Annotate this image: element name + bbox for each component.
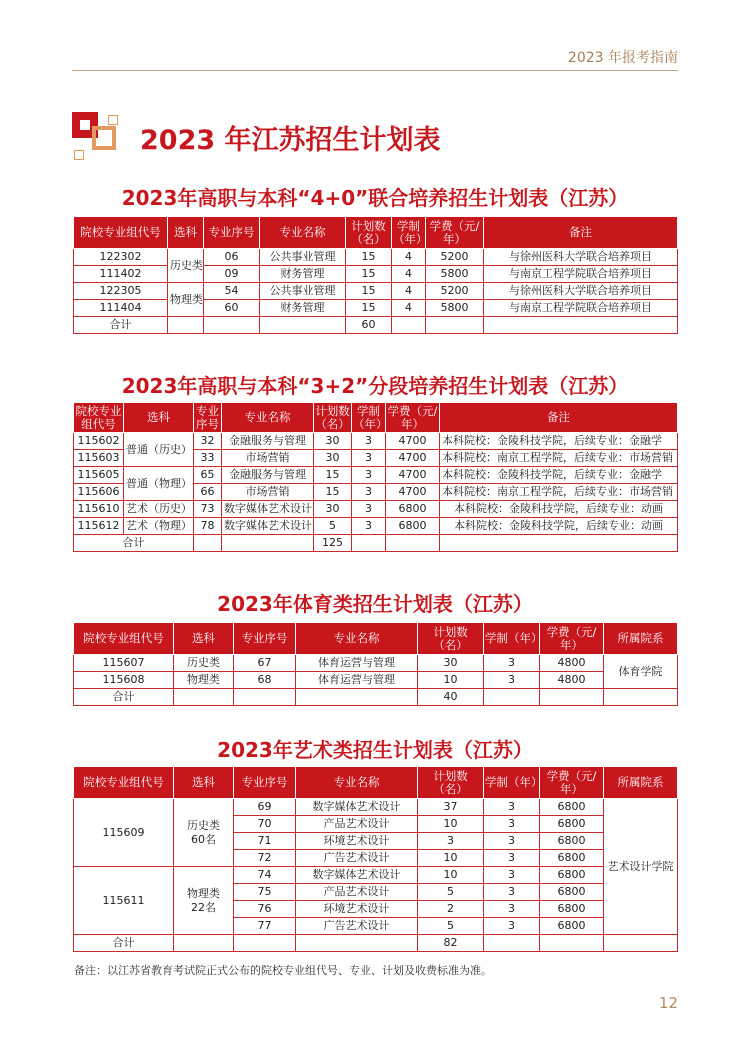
cell-fee: 4800: [540, 672, 604, 689]
cell-years: 3: [352, 433, 386, 450]
col-header: 学费（元/年）: [540, 623, 604, 655]
cell-plan: 15: [346, 300, 392, 317]
total-label: 合计: [74, 317, 168, 334]
cell-no: 66: [194, 484, 222, 501]
cell-years: 4: [392, 249, 426, 266]
cell-code: 115608: [74, 672, 174, 689]
cell-fee: 6800: [540, 850, 604, 867]
cell-plan: 15: [346, 249, 392, 266]
table-art: [73, 766, 678, 952]
cell-fee: 5800: [426, 300, 484, 317]
cell-no: 75: [234, 884, 296, 901]
cell-code: 122302: [74, 249, 168, 266]
col-header: 备注: [484, 217, 678, 249]
cell-name: 广告艺术设计: [296, 918, 418, 935]
total-row: [74, 317, 678, 334]
table4-title: 2023年艺术类招生计划表（江苏）: [217, 738, 533, 762]
table-row: [74, 283, 678, 300]
table-row: [74, 249, 678, 266]
cell-code: 115611: [74, 867, 174, 935]
cell-remark: 本科院校：南京工程学院，后续专业：市场营销: [440, 450, 678, 467]
col-header: 学费（元/年）: [426, 217, 484, 249]
col-header: 院校专业组代号: [75, 403, 122, 431]
cell-no: 69: [234, 799, 296, 816]
cell-remark: 本科院校：金陵科技学院，后续专业：动画: [440, 518, 678, 535]
col-header: 学费（元/年）: [540, 767, 604, 799]
col-header: 专业序号: [234, 623, 296, 655]
col-header: 选科: [168, 217, 204, 249]
cell-plan: 15: [314, 484, 352, 501]
table-3plus2: [73, 402, 678, 552]
cell-plan: 30: [314, 450, 352, 467]
total-value: 40: [418, 689, 484, 706]
cell-no: 06: [204, 249, 260, 266]
col-header: 计划数（名）: [418, 623, 484, 655]
cell-no: 73: [194, 501, 222, 518]
cell-dept: 体育学院: [604, 655, 678, 689]
cell-years: 3: [484, 799, 540, 816]
cell-plan: 10: [418, 850, 484, 867]
cell-plan: 10: [418, 672, 484, 689]
cell-subject: 普通（物理）: [124, 467, 194, 501]
cell-name: 环境艺术设计: [296, 833, 418, 850]
col-header: 计划数（名）: [315, 403, 350, 431]
cell-plan: 10: [418, 867, 484, 884]
subject-count: 22名: [191, 900, 216, 914]
cell-code: 115603: [74, 450, 124, 467]
cell-no: 78: [194, 518, 222, 535]
cell-remark: 本科院校：金陵科技学院，后续专业：金融学: [440, 467, 678, 484]
cell-name: 广告艺术设计: [296, 850, 418, 867]
cell-years: 3: [352, 501, 386, 518]
col-header: 计划数（名）: [418, 767, 484, 799]
cell-name: 财务管理: [260, 266, 346, 283]
table-row: [74, 799, 678, 816]
table3-title: 2023年体育类招生计划表（江苏）: [217, 592, 533, 616]
cell-years: 3: [352, 518, 386, 535]
cell-name: 数字媒体艺术设计: [222, 501, 314, 518]
col-header: 选科: [174, 623, 234, 655]
col-header: 专业名称: [296, 767, 418, 799]
footnote: 备注：以江苏省教育考试院正式公布的院校专业组代号、专业、计划及收费标准为准。: [74, 964, 492, 977]
cell-name: 环境艺术设计: [296, 901, 418, 918]
cell-subject: 艺术（物理）: [124, 518, 194, 535]
cell-no: 76: [234, 901, 296, 918]
cell-plan: 30: [314, 501, 352, 518]
col-header: 所属院系: [604, 623, 678, 655]
cell-plan: 15: [314, 467, 352, 484]
cell-fee: 4700: [386, 433, 440, 450]
table-header-row: [74, 623, 678, 655]
cell-fee: 4800: [540, 655, 604, 672]
cell-plan: 15: [346, 283, 392, 300]
cell-remark: 本科院校：金陵科技学院，后续专业：金融学: [440, 433, 678, 450]
cell-fee: 6800: [386, 518, 440, 535]
cell-no: 33: [194, 450, 222, 467]
table2-title: 2023年高职与本科“3+2”分段培养招生计划表（江苏）: [121, 374, 629, 398]
cell-name: 市场营销: [222, 484, 314, 501]
cell-no: 74: [234, 867, 296, 884]
total-label: 合计: [74, 935, 174, 952]
cell-code: 111404: [74, 300, 168, 317]
cell-no: 67: [234, 655, 296, 672]
cell-fee: 5200: [426, 249, 484, 266]
cell-name: 市场营销: [222, 450, 314, 467]
cell-name: 数字媒体艺术设计: [222, 518, 314, 535]
cell-years: 3: [484, 867, 540, 884]
table-header-row: [74, 767, 678, 799]
cell-subject: 艺术（历史）: [124, 501, 194, 518]
page-title: 2023 年江苏招生计划表: [140, 125, 441, 156]
cell-years: 3: [484, 901, 540, 918]
col-header: 院校专业组代号: [74, 767, 174, 799]
col-header: 专业名称: [260, 217, 346, 249]
cell-fee: 6800: [540, 833, 604, 850]
cell-code: 115605: [74, 467, 124, 484]
cell-fee: 6800: [540, 884, 604, 901]
cell-name: 体育运营与管理: [296, 655, 418, 672]
col-header: 学制（年）: [484, 623, 540, 655]
col-header: 专业序号: [234, 767, 296, 799]
cell-remark: 与南京工程学院联合培养项目: [484, 300, 678, 317]
cell-subject: 物理类: [174, 672, 234, 689]
cell-code: 115606: [74, 484, 124, 501]
cell-years: 4: [392, 283, 426, 300]
page-number: 12: [658, 994, 678, 1012]
cell-years: 3: [484, 918, 540, 935]
cell-plan: 30: [314, 433, 352, 450]
cell-subject: [174, 799, 234, 867]
cell-years: 3: [352, 484, 386, 501]
cell-no: 65: [194, 467, 222, 484]
col-header: 选科: [174, 767, 234, 799]
cell-name: 产品艺术设计: [296, 884, 418, 901]
cell-plan: 10: [418, 816, 484, 833]
cell-plan: 5: [418, 918, 484, 935]
cell-code: 111402: [74, 266, 168, 283]
col-header: 院校专业组代号: [74, 623, 174, 655]
cell-fee: 6800: [386, 501, 440, 518]
cell-fee: 6800: [540, 901, 604, 918]
table-row: [74, 266, 678, 283]
cell-subject: 历史类: [174, 655, 234, 672]
table-4plus0: [73, 216, 678, 334]
cell-plan: 5: [418, 884, 484, 901]
table-row: [74, 672, 678, 689]
cell-years: 3: [352, 450, 386, 467]
cell-remark: 与徐州医科大学联合培养项目: [484, 283, 678, 300]
cell-fee: 6800: [540, 816, 604, 833]
cell-code: 115609: [74, 799, 174, 867]
col-header: 学制（年）: [484, 767, 540, 799]
cell-plan: 15: [346, 266, 392, 283]
total-row: [74, 935, 678, 952]
cell-code: 115610: [74, 501, 124, 518]
cell-no: 60: [204, 300, 260, 317]
cell-years: 3: [484, 833, 540, 850]
cell-subject: 普通（历史）: [124, 433, 194, 467]
cell-name: 金融服务与管理: [222, 433, 314, 450]
col-header: 专业序号: [194, 403, 222, 433]
header-title: 2023 年报考指南: [567, 50, 678, 66]
cell-name: 财务管理: [260, 300, 346, 317]
cell-name: 产品艺术设计: [296, 816, 418, 833]
table-row: [74, 655, 678, 672]
total-row: [74, 689, 678, 706]
table-row: [74, 433, 678, 450]
cell-code: 122305: [74, 283, 168, 300]
cell-no: 32: [194, 433, 222, 450]
cell-fee: 4700: [386, 484, 440, 501]
cell-years: 3: [484, 884, 540, 901]
total-value: 82: [418, 935, 484, 952]
col-header: 学制（年）: [392, 217, 426, 249]
cell-plan: 3: [418, 833, 484, 850]
cell-name: 公共事业管理: [260, 283, 346, 300]
cell-years: 4: [392, 266, 426, 283]
cell-remark: 与徐州医科大学联合培养项目: [484, 249, 678, 266]
table-sports: [73, 622, 678, 706]
cell-fee: 5800: [426, 266, 484, 283]
cell-code: 115612: [74, 518, 124, 535]
col-header: 计划数（名）: [346, 217, 392, 249]
cell-years: 3: [484, 850, 540, 867]
cell-subject: 历史类: [168, 249, 204, 283]
cell-remark: 本科院校：金陵科技学院，后续专业：动画: [440, 501, 678, 518]
table-header-row: [74, 217, 678, 249]
total-label: 合计: [74, 689, 174, 706]
total-value: 60: [346, 317, 392, 334]
subject-name: 历史类: [187, 818, 220, 832]
cell-no: 71: [234, 833, 296, 850]
cell-fee: 5200: [426, 283, 484, 300]
cell-fee: 6800: [540, 918, 604, 935]
cell-subject: [174, 867, 234, 935]
cell-fee: 4700: [386, 450, 440, 467]
col-header: 学制（年）: [353, 403, 388, 431]
cell-years: 4: [392, 300, 426, 317]
cell-fee: 6800: [540, 867, 604, 884]
cell-subject: 物理类: [168, 283, 204, 317]
total-value: 125: [314, 535, 352, 552]
cell-fee: 6800: [540, 799, 604, 816]
cell-plan: 2: [418, 901, 484, 918]
subject-count: 60名: [191, 832, 216, 846]
cell-plan: 30: [418, 655, 484, 672]
title-decoration: [70, 112, 122, 162]
cell-years: 3: [484, 655, 540, 672]
cell-years: 3: [484, 672, 540, 689]
cell-name: 数字媒体艺术设计: [296, 799, 418, 816]
cell-plan: 37: [418, 799, 484, 816]
table-row: [74, 518, 678, 535]
cell-years: 3: [484, 816, 540, 833]
cell-no: 72: [234, 850, 296, 867]
col-header: 院校专业组代号: [74, 217, 168, 249]
cell-no: 77: [234, 918, 296, 935]
subject-name: 物理类: [187, 886, 220, 900]
cell-no: 09: [204, 266, 260, 283]
cell-remark: 与南京工程学院联合培养项目: [484, 266, 678, 283]
col-header: 专业名称: [296, 623, 418, 655]
table-row: [74, 467, 678, 484]
total-label: 合计: [74, 535, 194, 552]
cell-fee: 4700: [386, 467, 440, 484]
col-header: 专业名称: [222, 403, 314, 433]
table-header-row: [74, 403, 678, 433]
cell-name: 体育运营与管理: [296, 672, 418, 689]
col-header: 选科: [124, 403, 194, 433]
cell-remark: 本科院校：南京工程学院，后续专业：市场营销: [440, 484, 678, 501]
total-row: [74, 535, 678, 552]
cell-dept: 艺术设计学院: [604, 799, 678, 935]
cell-code: 115607: [74, 655, 174, 672]
col-header: 专业序号: [204, 217, 260, 249]
cell-code: 115602: [74, 433, 124, 450]
cell-name: 数字媒体艺术设计: [296, 867, 418, 884]
col-header: 备注: [440, 403, 678, 433]
col-header: 所属院系: [604, 767, 678, 799]
table-row: [74, 501, 678, 518]
cell-no: 68: [234, 672, 296, 689]
cell-no: 70: [234, 816, 296, 833]
cell-no: 54: [204, 283, 260, 300]
cell-plan: 5: [314, 518, 352, 535]
table1-title: 2023年高职与本科“4+0”联合培养招生计划表（江苏）: [121, 186, 629, 210]
table-row: [74, 867, 678, 884]
table-row: [74, 300, 678, 317]
col-header: 学费（元/年）: [386, 403, 440, 433]
cell-name: 金融服务与管理: [222, 467, 314, 484]
cell-years: 3: [352, 467, 386, 484]
cell-name: 公共事业管理: [260, 249, 346, 266]
